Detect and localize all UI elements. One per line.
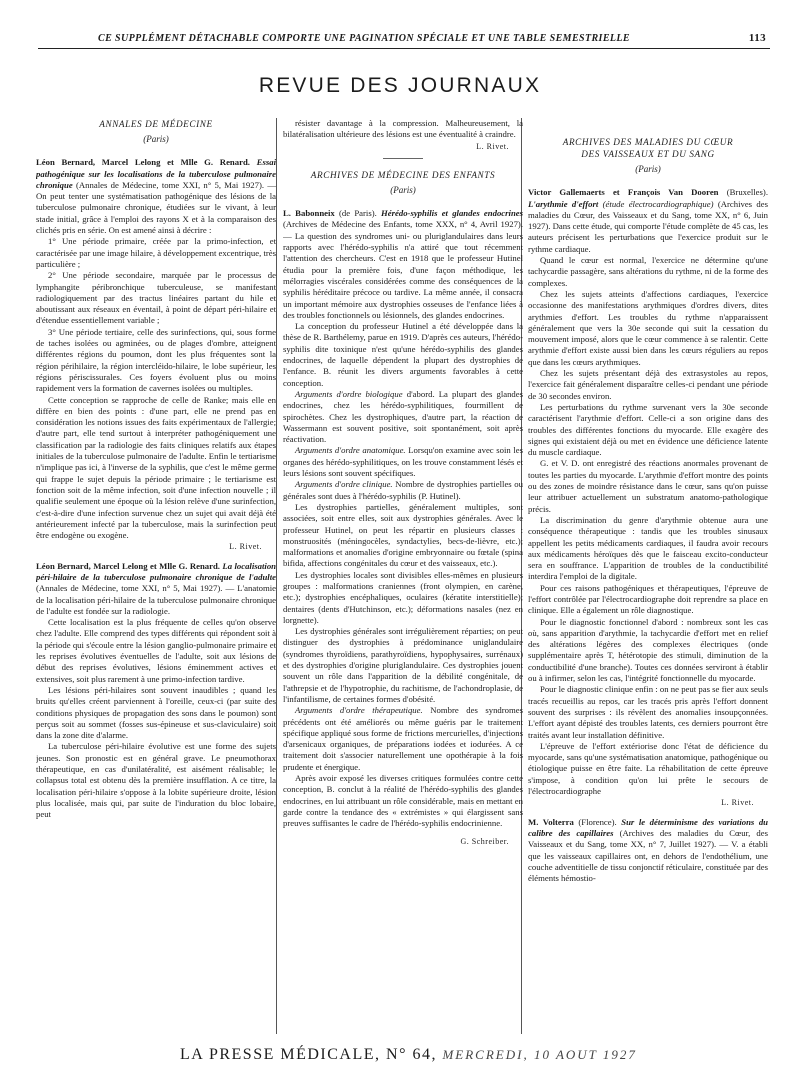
signature: G. Schreiber.: [460, 836, 509, 846]
paragraph: [283, 479, 523, 502]
article-text: — On peut tenter une systématisation pathogénique des lésions de la tuberculose pulmonaire chronique, étudiées sur le vivant, à leur stade initial, grâce à l'emploi des rayons X et à la comparaison des clichés pris en série. On est amené ainsi à décrire :: [36, 179, 276, 236]
article-title: Hérédo-syphilis et glandes endocrines: [381, 208, 523, 219]
article-title: L'arythmie d'effort: [528, 198, 599, 209]
column-2: [283, 118, 523, 1028]
article-authors: Léon Bernard, Marcel Lelong et Mlle G. Renard.: [36, 157, 250, 168]
paragraph: Les dystrophies partielles, généralement multiples, sont associées, soit entre elles, soit aux dystrophies générales. Avec le professeur Hutinel, on peut les répartir en plusieurs classes : monstruosités (méningocèles, syndactylies, becs-de-lièvre, etc.); malformations et anomalies d'origine embryonnaire ou fœtale (spina bifida, affections congénitales du cœur et des vaisseaux, etc.).: [283, 501, 523, 569]
article-reference: (Annales de Médecine, tome XXI, n° 5, Mai 1927).: [36, 583, 223, 594]
signature: L. Rivet.: [721, 798, 754, 808]
paragraph: [283, 445, 523, 479]
paragraph: Pour le diagnostic fonctionnel d'abord : nombreux sont les cas où, sans apparition d'arythmie, la tachycardie d'effort met en relief des altérations légères des complexes électriques (onde supplémentaire après T, hétérotopie des stimuli, diminution de la conductibilité d'une branche). Toutes ces données serviront à établir ou à infirmer, selon les cas, l'intégrité fonctionnelle du myocarde.: [528, 616, 768, 684]
paragraph: Chez les sujets présentant déjà des extrasystoles au repos, l'exercice fait généralement disparaître celles-ci pendant une période de 30 secondes environ.: [528, 368, 768, 401]
article-authors: Victor Gallemaerts et François Van Dooren: [528, 187, 719, 198]
page-footer: [180, 1046, 637, 1064]
paragraph: 2° Une période secondaire, marquée par le processus de lymphangite péribronchique tuberculeuse, se manifestant radiologiquement par des tractus linéaires partant du hile et aboutissant aux réseaux en éventail, à point de départ péri-hilaire et d'étendue essentiellement variable ;: [36, 270, 276, 326]
paragraph: 1° Une période primaire, créée par la primo-infection, et caractérisée par une image hilaire, à développement excentrique, très particulière ;: [36, 236, 276, 269]
paragraph: L'épreuve de l'effort extériorise donc l'état de déficience du myocarde, sans qu'une systématisation anatomique, pathogénique ou étiologique puisse en être faite. La réhabilitation de cette épreuve s'impose, à condition qu'on lui prête le secours de l'électrocardiographe: [528, 740, 768, 797]
paragraph: Pour le diagnostic clinique enfin : on ne peut pas se fier aux seuls tracés recueillis au repos, car les tracés pris après l'effort donnent souvent des surprises : ils révèlent des anomalies insoupçonnées. L'effort ayant dépisté des troubles latents, ces derniers pourront être traités avant leur installation définitive.: [528, 684, 768, 740]
article-text: — V. a établi que les vaisseaux capillaires ont, en dehors de l'endothélium, une couche adventitielle de tissu conjonctif réticulaire, constituée par des éléments hémostio-: [528, 839, 768, 884]
section-heading-line2: DES VAISSEAUX ET DU SANG: [581, 149, 715, 159]
running-header: [38, 30, 770, 49]
paragraph: G. et V. D. ont enregistré des réactions anormales provenant de toutes les parties du myocarde. L'arythmie d'effort montre des points ou des zones de moindre résistance dans le cœur, sans qu'on puisse leur attribuer actuellement un substratum anatomo-pathologique précis.: [528, 458, 768, 514]
article-lead: [283, 208, 523, 321]
paragraph: Cette localisation est la plus fréquente de celles qu'on observe chez l'adulte. Elle comprend des types différents qui répondent soit à la période qui s'écoule entre la lésion ganglio-pulmonaire primaire et les reprises évolutives éventuelles de l'adulte, soit aux lésions de début des reprises évolutives, lésions éminemment actives et extensives, soit plus rarement à une primo-infection tardive.: [36, 617, 276, 684]
paragraph: Quand le cœur est normal, l'exercice ne détermine qu'une tachycardie passagère, sans altérations du rythme, ni de la forme des complexes.: [528, 255, 768, 288]
article-reference: (Archives des maladies du Cœur, des Vaisseaux et du Sang, tome XX, n° 7, Juillet 1927).: [528, 827, 768, 850]
paragraph-lead: Arguments d'ordre clinique.: [295, 479, 393, 490]
paragraph-text: d'abord. La plupart des glandes endocrines, chez les hérédo-syphilitiques, fourmillent de spirochètes. Chez les dystrophiques, d'autre part, la réaction de Wassermann est souvent positive, soit spontanément, soit après réactivation.: [283, 388, 523, 445]
article-title: Essai pathogénique sur les localisations de la tuberculose pulmonaire chronique: [36, 157, 276, 190]
article-title: Sur le déterminisme des variations du calibre des capillaires: [528, 816, 768, 838]
page-number: 113: [748, 32, 766, 44]
column-1: [36, 118, 276, 1028]
paragraph-lead: Arguments d'ordre anatomique.: [295, 445, 406, 456]
article-note: (étude électrocardiographique): [602, 198, 714, 209]
article-lead: [36, 157, 276, 236]
signature: L. Rivet.: [229, 542, 262, 552]
article-authors: Léon Bernard, Marcel Lelong et Mlle G. Renard.: [36, 560, 220, 571]
paragraph: Cette conception se rapproche de celle de Ranke; mais elle en diffère en bien des points : d'une part, elle ne prend pas en considération les notions issues des faits expérimentaux de l'allergie; d'autre part, elle tend surtout à interpréter pathogéniquement une classification par la radiologie des faits cliniques relatifs aux étapes initiales de la tuberculose pulmonaire de l'adulte. Enfin le tertiarisme n'implique pas ici, à l'inverse de la syphilis, que c'est le même germe qui frappe le sujet depuis la période primaire ; le tertiarisme est fonction soit de la même infection, soit d'une infection nouvelle ; il qualifie seulement une époque où la lésion relève d'une surinfection, c'est-à-dire d'une infection survenue chez un sujet qui avait déjà été antérieurement infecté par la tuberculose, mais la surinfection peut être endogène ou exogène.: [36, 394, 276, 541]
article-authors: L. Babonneix: [283, 208, 335, 219]
paragraph: Les dystrophies générales sont irrégulièrement réparties; on peut distinguer des dystrophies à prédominance uniglandulaire (syndromes thyroïdiens, parathyroïdiens, hypophysaires, surrénaux) et des dystrophies d'origine pluriglandulaire. Ces dystrophies jouent souvent un rôle dans l'apparition de la débilité congénitale, de l'athrepsie et de l'hypotrophie, du rachitisme, de l'achondroplasie, de l'infantilisme, de certaines formes d'obésité.: [283, 626, 523, 704]
section-heading: ANNALES DE MÉDECINE: [99, 119, 213, 129]
article-text: — La question des syndromes uni- ou pluriglandulaires dans leurs rapports avec l'hérédo-syphilis n'a attiré que tout récemment l'attention des chercheurs. C'est en 1918 que le professeur Hutinel étudia pour la première fois, d'une façon méthodique, les mélorragies viscérales considérées comme des conséquences de la syphilis héréditaire précoce ou tardive. La même année, il consacra un important mémoire aux dystrophies osseuses de l'enfance liées à des troubles fonctionnels ou lésionnels, des glandes endocrines.: [283, 230, 523, 320]
signature: L. Rivet.: [476, 141, 509, 151]
article-lead: [528, 187, 768, 255]
article-place: (Florence).: [578, 816, 617, 827]
paragraph: Les perturbations du rythme survenant vers la 30e seconde caractérisent l'arythmie d'effort. Celle-ci a son origine dans des troubles des différentes fonctions du myocarde. Elle exagère des signes qui existaient déjà ou met en évidence une déficience latente du muscle cardiaque.: [528, 401, 768, 458]
section-city: (Paris): [143, 134, 169, 144]
header-banner: CE SUPPLÉMENT DÉTACHABLE COMPORTE UNE PAGINATION SPÉCIALE ET UNE TABLE SEMESTRIELLE: [98, 33, 630, 44]
section-heading: ARCHIVES DES MALADIES DU CŒUR: [562, 137, 734, 147]
paragraph: Chez les sujets atteints d'affections cardiaques, l'exercice occasionne des manifestations arythmiques d'ordres divers, dites arythmies d'effort. Les troubles du rythme n'apparaissent généralement que vers la 30e seconde qui suit la cessation du mouvement imposé, alors que le cœur commence à se ralentir. Cette arythmie d'effort existe aussi bien dans les cœurs réguliers au repos que dans les cœurs arythmiques.: [528, 288, 768, 367]
column-3: [528, 118, 768, 1028]
issue-date: MERCREDI, 10 AOUT 1927: [442, 1047, 637, 1062]
article-lead: [528, 817, 768, 885]
column-rule: [276, 118, 277, 1034]
journal-name: LA PRESSE MÉDICALE, N° 64,: [180, 1046, 437, 1063]
article-title: La localisation péri-hilaire de la tuberculose pulmonaire chronique de l'adulte: [36, 560, 276, 582]
article-place: (de Paris).: [339, 208, 377, 219]
paragraph-lead: Arguments d'ordre thérapeutique.: [295, 705, 423, 716]
paragraph-text: Nombre de dystrophies partielles ou générales sont dues à l'hérédo-syphilis (P. Hutinel).: [283, 479, 523, 501]
paragraph-text: Lorsqu'on examine avec soin les organes des hérédo-syphilitiques, on les trouve constamment lésés et leurs lésions sont souvent spécifiques.: [283, 445, 523, 479]
article-reference: (Archives de Médecine des Enfants, tome XXX, n° 4, Avril 1927).: [283, 219, 523, 230]
paragraph: Les lésions péri-hilaires sont souvent inaudibles ; quand les bruits qu'elles créent parviennent à l'oreille, ceux-ci (par suite des conditions physiques de propagation des sons dans le poumon) sont perçus soit au sommet (fosses sus-épineuse et sus-claviculaire) soit dans la zone dite d'alarme.: [36, 684, 276, 741]
paragraph: La discrimination du genre d'arythmie obtenue aura une conséquence thérapeutique : tandis que les troubles sinusaux appellent les petits médicaments cardiaques, il faudra avoir recours aux médicaments héroïques dès que le faisceau excito-conducteur sera en souffrance. L'apparition de troubles de la conductibilité interdira l'emploi de la digitale.: [528, 514, 768, 582]
section-city: (Paris): [635, 164, 661, 174]
section-city: (Paris): [390, 184, 416, 195]
article-text: Dans cette étude, qui comporte l'étude complète de 45 cas, les auteurs précisent les perturbations que l'exercice produit sur le rythme cardiaque.: [528, 221, 768, 254]
paragraph: résister davantage à la compression. Malheureusement, la bilatéralisation ultérieure des lésions est une éventualité à craindre.: [283, 118, 523, 140]
paragraph: [283, 389, 523, 445]
article-authors: M. Volterra: [528, 816, 574, 827]
article-reference: (Annales de Médecine, tome XXI, n° 5, Mai 1927).: [76, 179, 265, 190]
section-heading: ARCHIVES DE MÉDECINE DES ENFANTS: [310, 169, 496, 180]
paragraph: La conception du professeur Hutinel a été développée dans la thèse de R. Barthélemy, parue en 1919. D'après ces auteurs, l'hérédo-syphilis dite toxinique n'est qu'une hérédo-syphilis des glandes endocrines, de laquelle dépendent la plupart des dystrophies de l'enfance. B. réunit les divers arguments favorables à cette conception.: [283, 321, 523, 388]
paragraph: 3° Une période tertiaire, celle des surinfections, qui, sous forme de taches isolées ou agminées, ou de plages d'ombre, atteignent différentes régions du poumon, dont les plus fréquentes sont la région périhilaire, la région intercléido-hilaire, le lobe supérieur, les régions périscissurales. Ces foyers évoluent plus ou moins rapidement vers la formation de cavernes isolées ou multiples.: [36, 326, 276, 394]
paragraph: Pour ces raisons pathogéniques et thérapeutiques, l'épreuve de l'effort contrôlée par l'électrocardiographe doit reprendre sa place en clinique. Elle a également un rôle diagnostique.: [528, 582, 768, 616]
paragraph: La tuberculose péri-hilaire évolutive est une forme des sujets jeunes. Son pronostic est en général grave. Le pneumothorax thérapeutique, en cas d'unilatéralité, est aisément réalisable; le collapsus total est obtenu dès la première insufflation. A ce titre, la localisation péri-hilaire s'oppose à la lobite supérieure droite, lésion plus localisée, mais qui, par suite de l'induration du bloc lobaire, peut: [36, 741, 276, 820]
paragraph: [283, 705, 523, 773]
article-place: (Bruxelles).: [726, 187, 768, 198]
article-lead: [36, 561, 276, 617]
paragraph-lead: Arguments d'ordre biologique: [295, 388, 403, 399]
paragraph-text: Nombre des syndromes précédents ont été améliorés ou même guéris par le traitement spécifique appliqué sous forme de frictions mercurielles, d'injections d'arsenicaux organiques, de préparations iodées et iodurées. A ce traitement doit s'associer naturellement une opothérapie à la fois prudente et énergique.: [283, 705, 523, 772]
paragraph: Après avoir exposé les diverses critiques formulées contre cette conception, B. conclut à la réalité de l'hérédo-syphilis des glandes endocrines, en lui attribuant un rôle considérable, mais en mettant en garde contre la tendance des « extrémistes » qui élargissent sans preuves suffisantes le cadre de l'hérédo-syphilis endocrinienne.: [283, 773, 523, 829]
article-reference: (Archives des maladies du Cœur, des Vaisseaux et du Sang, tome XX, n° 6, Juin 1927).: [528, 198, 768, 232]
article-text: — L'anatomie de la localisation péri-hilaire de la tuberculose pulmonaire chronique de l'adulte est fondée sur la radiologie.: [36, 583, 276, 616]
divider: [383, 158, 423, 159]
paragraph: Les dystrophies locales sont divisibles elles-mêmes en plusieurs groupes : malformations craniennes (front olympien, en carène, etc.); dystrophies encéphaliques, oculaires (kératite interstitielle); dentaires (dents d'Hutchinson, etc.); déformations nasales (nez en lorgnette).: [283, 569, 523, 625]
page-title: REVUE DES JOURNAUX: [258, 74, 542, 97]
